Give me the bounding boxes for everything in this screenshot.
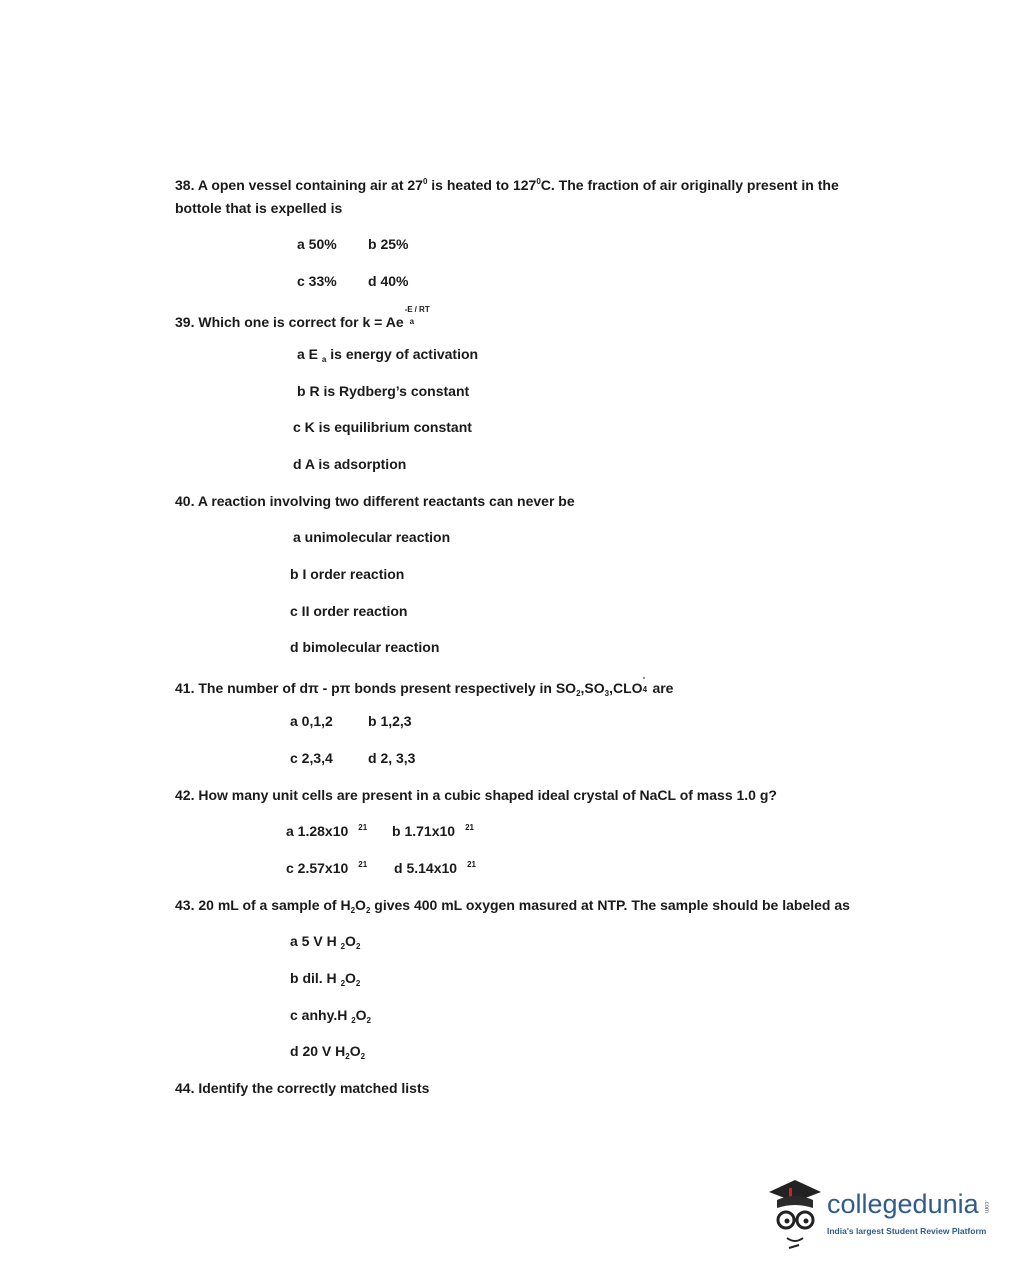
q41-option-d: d 2, 3,3 [368, 750, 416, 766]
q38-option-b: b 25% [368, 236, 409, 252]
question-44: 44. Identify the correctly matched lists [175, 1080, 430, 1096]
q43-option-d: d 20 V $H_2O_2$ [290, 1043, 366, 1061]
question-38-line-1: 38. A open vessel containing air at $27^0$ is heated to $127^0C$. The fraction of air originally present in the [175, 177, 839, 193]
q42-option-c: c 2.57x10 $^{21}$ [286, 860, 368, 876]
q39-option-a: a E $_a$ is energy of activation [297, 346, 479, 364]
q43-option-b: b dil. H $_2O_2$ [290, 970, 361, 988]
q42-option-b: b 1.71x10 $^{21}$ [392, 823, 474, 839]
logo-wordmark: collegedunia [827, 1189, 979, 1219]
q42-option-a: a 1.28x10 $^{21}$ [286, 823, 368, 839]
q40-option-b: b I order reaction [290, 566, 405, 582]
collegedunia-logo [765, 1174, 995, 1254]
q39-option-d: d A is adsorption [293, 456, 407, 472]
question-42: 42. How many unit cells are present in a cubic shaped ideal crystal of NaCL of mass 1.0 g? [175, 787, 777, 803]
question-41: 41. The number of dπ - pπ bonds present respectively in $SO_2,SO_3,CLO$ - 4 are [175, 673, 674, 698]
question-38-line-2: bottole that is expelled is [175, 200, 343, 216]
mascot-icon [765, 1174, 825, 1254]
q38-option-a: a 50% [297, 236, 337, 252]
q39-option-b: b R is Rydberg’s constant [297, 383, 470, 399]
q39-option-c: c K is equilibrium constant [293, 419, 472, 435]
q41-option-c: c 2,3,4 [290, 750, 333, 766]
q43-option-a: a 5 V H $_2O_2$ [290, 933, 361, 951]
q40-option-d: d bimolecular reaction [290, 639, 440, 655]
question-39: 39. Which one is correct for k = Ae -E a / RT [175, 305, 430, 330]
q43-option-c: c anhy.H $_2O_2$ [290, 1007, 371, 1025]
q40-option-a: a unimolecular reaction [293, 529, 451, 545]
question-43: 43. 20 mL of a sample of $H_2O_2$ gives 400 mL oxygen masured at NTP. The sample should be labeled as [175, 897, 850, 915]
question-40: 40. A reaction involving two different reactants can never be [175, 493, 575, 509]
q40-option-c: c II order reaction [290, 603, 408, 619]
q42-option-d: d 5.14x10 $^{21}$ [394, 860, 476, 876]
q41-option-b: b 1,2,3 [368, 713, 412, 729]
logo-tagline: India's largest Student Review Platform [827, 1226, 987, 1236]
q38-option-c: c 33% [297, 273, 337, 289]
q38-option-d: d 40% [368, 273, 409, 289]
logo-dotcom: .com [983, 1200, 989, 1214]
q41-option-a: a 0,1,2 [290, 713, 333, 729]
